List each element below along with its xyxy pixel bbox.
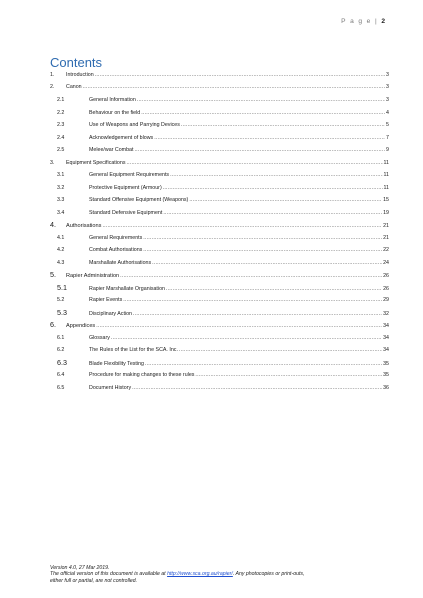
toc-entry-number: 3. — [50, 160, 55, 166]
toc-entry[interactable] — [50, 71, 389, 79]
toc-entry-page: 34 — [383, 323, 389, 329]
toc-entry-label: Standard Defensive Equipment — [89, 210, 163, 216]
toc-dot-leader — [95, 71, 385, 79]
toc-entry[interactable] — [50, 134, 389, 142]
toc-entry-page: 11 — [383, 160, 389, 166]
toc-entry-label: Disciplinary Action — [89, 311, 132, 317]
toc-dot-leader — [145, 360, 382, 368]
toc-entry[interactable] — [50, 121, 389, 129]
toc-dot-leader — [170, 171, 382, 179]
toc-dot-leader — [137, 96, 385, 104]
toc-entry-page: 32 — [383, 311, 389, 317]
toc-entry-number: 5. — [50, 270, 56, 279]
toc-entry[interactable] — [50, 109, 389, 117]
toc-entry-page: 15 — [383, 197, 389, 203]
toc-entry-page: 3 — [386, 84, 389, 90]
toc-entry-label: Behaviour on the field — [89, 110, 141, 116]
toc-entry-number: 4. — [50, 220, 56, 229]
toc-entry-label: General Requirements — [89, 235, 143, 241]
toc-entry-page: 26 — [383, 273, 389, 279]
official-prefix: The official version of this document is available at — [50, 571, 168, 578]
toc-entry-number: 6.4 — [57, 372, 65, 378]
toc-entry-number: 2.2 — [57, 110, 65, 116]
toc-entry-page: 19 — [383, 210, 389, 216]
toc-entry[interactable] — [50, 296, 389, 304]
toc-entry-number: 2. — [50, 84, 55, 90]
toc-dot-leader — [143, 234, 382, 242]
toc-entry-label: Appendices — [66, 323, 96, 329]
toc-dot-leader — [102, 222, 382, 230]
toc-entry-page: 4 — [386, 110, 389, 116]
toc-entry[interactable] — [50, 359, 389, 367]
toc-entry-label: Melee/war Combat — [89, 147, 134, 153]
toc-entry[interactable] — [50, 96, 389, 104]
toc-entry-page: 9 — [386, 147, 389, 153]
toc-entry-page: 26 — [383, 286, 389, 292]
toc-entry-page: 3 — [386, 97, 389, 103]
toc-entry[interactable] — [50, 371, 389, 379]
toc-entry-label: Rapier Events — [89, 297, 123, 303]
toc-dot-leader — [111, 334, 382, 342]
toc-entry-number: 2.4 — [57, 135, 65, 141]
toc-entry-number: 4.3 — [57, 260, 65, 266]
toc-entry[interactable] — [50, 259, 389, 267]
toc-entry-page: 24 — [383, 260, 389, 266]
toc-entry-label: Standard Offensive Equipment (Weapons) — [89, 197, 189, 203]
toc-entry[interactable] — [50, 346, 389, 354]
toc-entry-label: Rapier Marshallate Organisation — [89, 286, 165, 292]
toc-entry-page: 36 — [383, 385, 389, 391]
toc-entry-label: Rapier Administration — [66, 273, 120, 279]
page-footer — [50, 565, 390, 584]
control-disclaimer: either full or partial, are not controlled. — [50, 577, 138, 584]
toc-entry-number: 5.3 — [57, 308, 67, 317]
toc-entry[interactable] — [50, 334, 389, 342]
toc-dot-leader — [120, 272, 382, 280]
toc-dot-leader — [83, 83, 385, 91]
toc-entry-label: General Information — [89, 97, 136, 103]
page-separator: | — [374, 18, 379, 25]
toc-entry-page: 21 — [383, 223, 389, 229]
toc-entry[interactable] — [50, 221, 389, 229]
toc-entry[interactable] — [50, 271, 389, 279]
toc-entry-label: Acknowledgement of blows — [89, 135, 154, 141]
page-header — [341, 18, 385, 25]
toc-entry-label: Canon — [66, 84, 82, 90]
toc-dot-leader — [154, 134, 385, 142]
toc-entry-page: 21 — [383, 235, 389, 241]
toc-entry-label: Authorisations — [66, 223, 102, 229]
toc-entry-label: General Equipment Requirements — [89, 172, 170, 178]
toc-entry-label: Equipment Specifications — [66, 160, 126, 166]
toc-entry-number: 2.3 — [57, 122, 65, 128]
toc-entry[interactable] — [50, 171, 389, 179]
toc-entry-number: 6.3 — [57, 358, 67, 367]
toc-entry-number: 5.2 — [57, 297, 65, 303]
toc-dot-leader — [132, 384, 382, 392]
toc-entry[interactable] — [50, 321, 389, 329]
toc-entry-number: 3.3 — [57, 197, 65, 203]
toc-entry-label: The Rules of the List for the SCA. Inc. — [89, 347, 178, 353]
toc-entry[interactable] — [50, 184, 389, 192]
toc-entry-page: 5 — [386, 122, 389, 128]
rapier-link[interactable]: http://www.sca.org.au/rapier/ — [167, 571, 233, 578]
toc-dot-leader — [152, 259, 382, 267]
toc-dot-leader — [141, 109, 385, 117]
toc-entry[interactable] — [50, 146, 389, 154]
toc-entry-label: Glossary — [89, 335, 110, 341]
toc-entry-page: 7 — [386, 135, 389, 141]
toc-dot-leader — [133, 310, 382, 318]
toc-title: Contents — [50, 55, 103, 70]
toc-entry-page: 35 — [383, 361, 389, 367]
official-suffix: . Any photocopies or print-outs, — [232, 571, 305, 578]
toc-entry[interactable] — [50, 246, 389, 254]
toc-entry-page: 22 — [383, 247, 389, 253]
toc-dot-leader — [181, 121, 385, 129]
toc-entry[interactable] — [50, 159, 389, 167]
toc-dot-leader — [96, 322, 382, 330]
toc-entry-page: 29 — [383, 297, 389, 303]
toc-entry-label: Use of Weapons and Parrying Devices — [89, 122, 180, 128]
toc-dot-leader — [163, 209, 382, 217]
toc-entry-number: 3.2 — [57, 185, 65, 191]
toc-entry-number: 4.1 — [57, 235, 65, 241]
toc-entry[interactable] — [50, 196, 389, 204]
toc-entry-number: 2.1 — [57, 97, 65, 103]
toc-entry-number: 6.1 — [57, 335, 65, 341]
toc-entry-label: Introduction — [66, 72, 94, 78]
toc-entry[interactable] — [50, 83, 389, 91]
toc-entry-label: Combat Authorisations — [89, 247, 143, 253]
toc-entry[interactable] — [50, 234, 389, 242]
toc-dot-leader — [195, 371, 382, 379]
toc-dot-leader — [189, 196, 382, 204]
toc-entry-number: 5.1 — [57, 283, 67, 292]
toc-entry-label: Blade Flexibility Testing — [89, 361, 144, 367]
version-line: Version 4.0, 27 Mar 2019. — [50, 565, 110, 571]
toc-entry[interactable] — [50, 384, 389, 392]
toc-entry-label: Protective Equipment (Armour) — [89, 185, 162, 191]
page-word: P a g e — [341, 18, 372, 25]
toc-entry-label: Procedure for making changes to these rules — [89, 372, 195, 378]
toc-dot-leader — [134, 146, 385, 154]
toc-entry-number: 6. — [50, 320, 56, 329]
toc-entry-page: 11 — [383, 172, 389, 178]
toc-dot-leader — [179, 346, 382, 354]
toc-entry-label: Marshallate Authorisations — [89, 260, 152, 266]
toc-entry-page: 35 — [383, 372, 389, 378]
toc-dot-leader — [126, 159, 382, 167]
toc-dot-leader — [163, 184, 383, 192]
toc-entry[interactable] — [50, 284, 389, 292]
toc-entry-number: 6.2 — [57, 347, 65, 353]
toc-entry-number: 6.5 — [57, 385, 65, 391]
toc-entry-page: 11 — [383, 185, 389, 191]
toc-entry-number: 3.4 — [57, 210, 65, 216]
page-number: 2 — [381, 18, 385, 25]
toc-dot-leader — [166, 285, 382, 293]
toc-entry-number: 2.5 — [57, 147, 65, 153]
toc-entry-page: 3 — [386, 72, 389, 78]
toc-entry[interactable] — [50, 209, 389, 217]
toc-dot-leader — [143, 246, 382, 254]
toc-entry-number: 1. — [50, 72, 55, 78]
toc-entry-page: 34 — [383, 347, 389, 353]
toc-entry-number: 4.2 — [57, 247, 65, 253]
toc-dot-leader — [123, 296, 382, 304]
toc-entry-number: 3.1 — [57, 172, 65, 178]
toc-entry-page: 34 — [383, 335, 389, 341]
toc-entry[interactable] — [50, 309, 389, 317]
toc-entry-label: Document History — [89, 385, 132, 391]
